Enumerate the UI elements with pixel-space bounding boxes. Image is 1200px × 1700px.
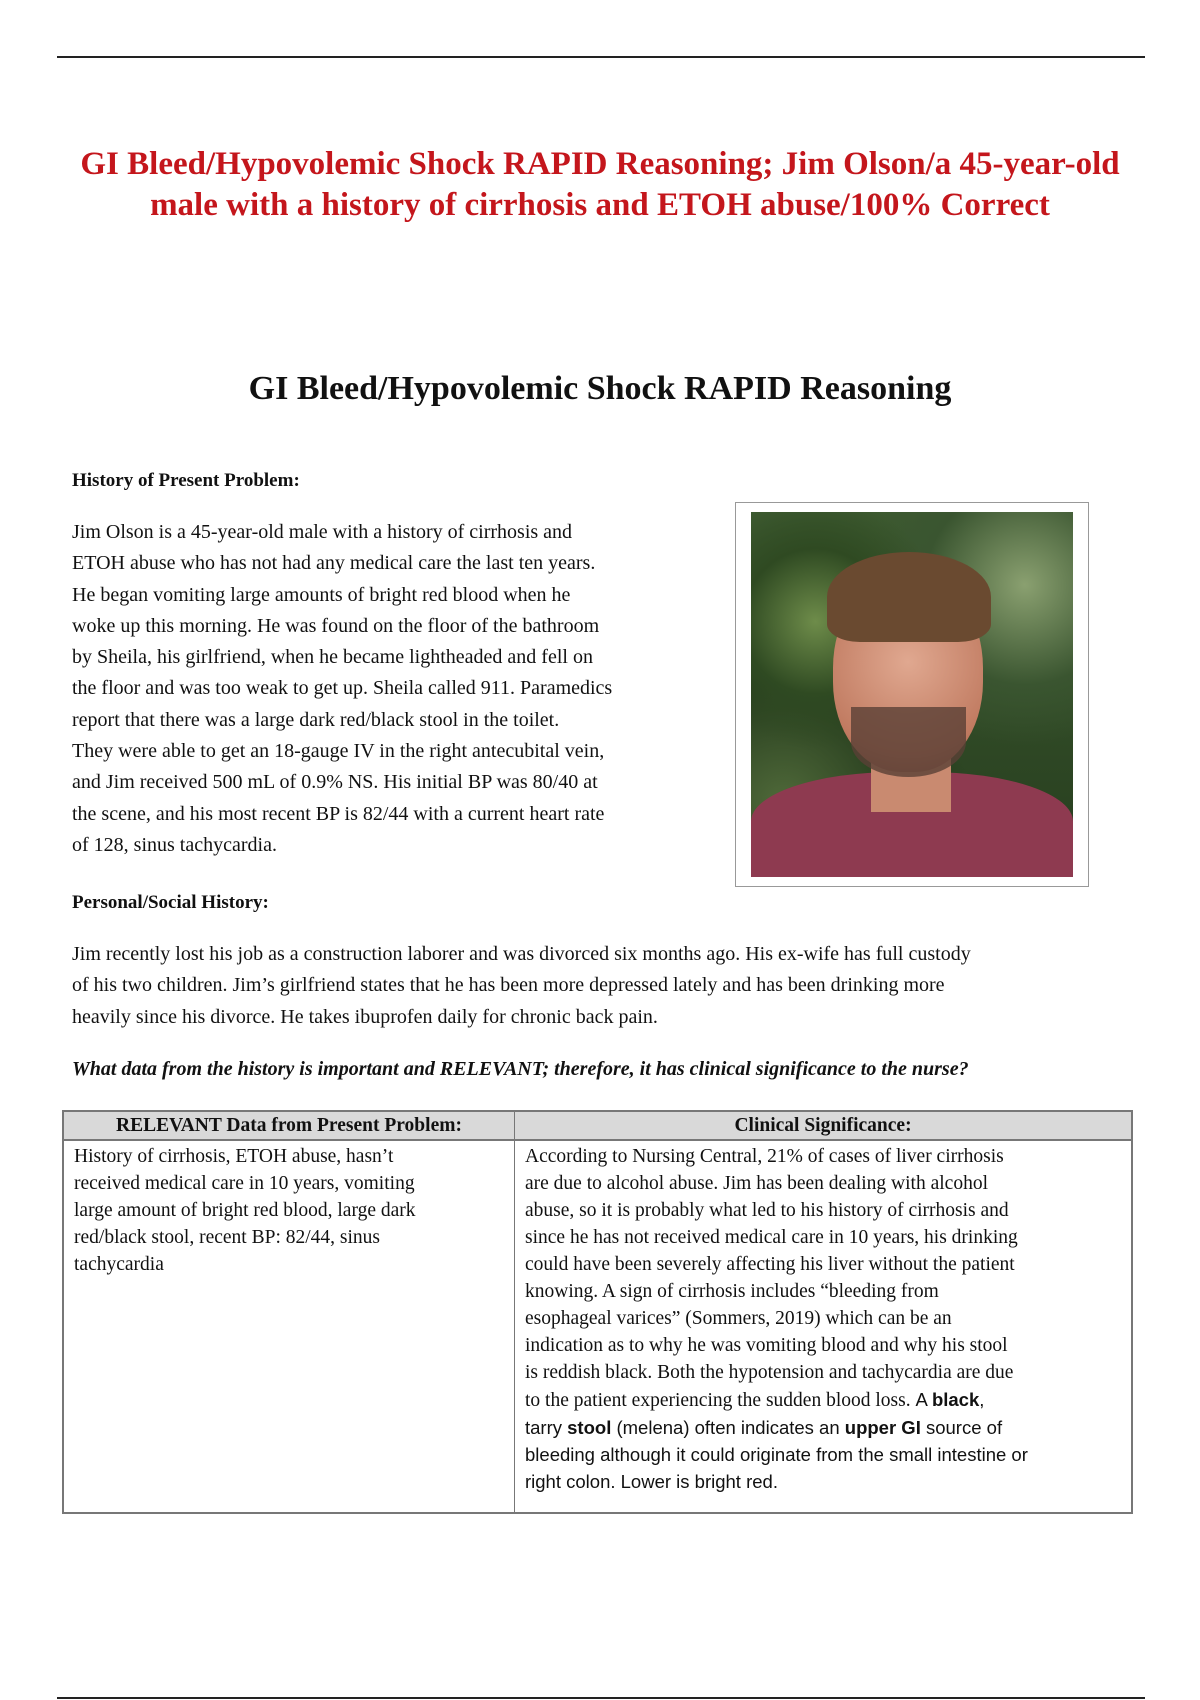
bottom-rule bbox=[57, 1697, 1145, 1699]
patient-photo-frame bbox=[735, 502, 1089, 887]
text-line: and Jim received 500 mL of 0.9% NS. His initial BP was 80/40 at bbox=[72, 771, 598, 794]
text-line: the floor and was too weak to get up. Sheila called 911. Paramedics bbox=[72, 677, 613, 700]
text-line: since he has not received medical care in 10 years, his drinking bbox=[525, 1227, 1018, 1248]
text-span: tarry bbox=[525, 1417, 568, 1438]
history-paragraph bbox=[72, 517, 612, 861]
text-line: heavily since his divorce. He takes ibuprofen daily for chronic back pain. bbox=[72, 1005, 658, 1028]
social-heading: Personal/Social History: bbox=[72, 892, 269, 913]
text-line: According to Nursing Central, 21% of cases of liver cirrhosis bbox=[525, 1146, 1004, 1167]
relevance-table bbox=[62, 1110, 1133, 1514]
text-line: ETOH abuse who has not had any medical care the last ten years. bbox=[72, 552, 596, 575]
column-header-relevant: RELEVANT Data from Present Problem: bbox=[63, 1111, 515, 1140]
section-title: GI Bleed/Hypovolemic Shock RAPID Reasoning bbox=[248, 370, 952, 407]
text-line: report that there was a large dark red/black stool in the toilet. bbox=[72, 708, 560, 731]
column-header-significance: Clinical Significance: bbox=[515, 1111, 1133, 1140]
text-line: Jim recently lost his job as a construction laborer and was divorced six months ago. His ex-wife has full custody bbox=[72, 943, 971, 965]
text-span: , bbox=[979, 1389, 985, 1410]
text-line: red/black stool, recent BP: 82/44, sinus bbox=[74, 1227, 381, 1248]
document-title: GI Bleed/Hypovolemic Shock RAPID Reasoning; Jim Olson/a 45-year-old male with a history of cirrhosis and ETOH abuse/100% Correct bbox=[80, 146, 1120, 223]
bold-text: upper GI bbox=[844, 1417, 921, 1438]
photo-hair bbox=[827, 552, 991, 642]
text-line: esophageal varices” (Sommers, 2019) which can be an bbox=[525, 1308, 952, 1329]
history-heading: History of Present Problem: bbox=[72, 470, 300, 491]
text-line: bleeding although it could originate from the small intestine or bbox=[525, 1444, 1028, 1465]
text-line: of 128, sinus tachycardia. bbox=[72, 833, 277, 856]
text-line: received medical care in 10 years, vomiting bbox=[74, 1173, 415, 1194]
text-line: the scene, and his most recent BP is 82/44 with a current heart rate bbox=[72, 802, 605, 825]
table-header-row bbox=[63, 1111, 1132, 1140]
photo-beard bbox=[851, 707, 966, 777]
text-line: by Sheila, his girlfriend, when he became lightheaded and fell on bbox=[72, 646, 593, 669]
text-line: is reddish black. Both the hypotension and tachycardia are due bbox=[525, 1362, 1014, 1383]
question-prompt: What data from the history is important and RELEVANT; therefore, it has clinical significance to the nurse? bbox=[72, 1058, 969, 1080]
text-span: (melena) often indicates an bbox=[611, 1417, 845, 1438]
text-line: abuse, so it is probably what led to his history of cirrhosis and bbox=[525, 1200, 1009, 1221]
text-span: to the patient experiencing the sudden blood loss. bbox=[525, 1390, 916, 1411]
social-paragraph bbox=[72, 939, 971, 1033]
text-span: A bbox=[915, 1389, 932, 1410]
text-line: Jim Olson is a 45-year-old male with a history of cirrhosis and bbox=[72, 521, 573, 543]
text-line bbox=[525, 1386, 1121, 1414]
text-line: could have been severely affecting his liver without the patient bbox=[525, 1254, 1015, 1275]
text-line: right colon. Lower is bright red. bbox=[525, 1471, 778, 1492]
text-line: indication as to why he was vomiting blood and why his stool bbox=[525, 1335, 1008, 1356]
text-span: source of bbox=[920, 1417, 1003, 1438]
text-line: They were able to get an 18-gauge IV in the right antecubital vein, bbox=[72, 740, 605, 763]
table-row bbox=[63, 1140, 1132, 1513]
bold-text: black bbox=[931, 1389, 980, 1410]
text-line: of his two children. Jim’s girlfriend states that he has been more depressed lately and has been drinking more bbox=[72, 974, 945, 997]
text-line: woke up this morning. He was found on the floor of the bathroom bbox=[72, 614, 600, 637]
text-line: knowing. A sign of cirrhosis includes “bleeding from bbox=[525, 1281, 939, 1302]
text-line bbox=[525, 1414, 1121, 1441]
bold-text: stool bbox=[567, 1417, 612, 1438]
text-line: History of cirrhosis, ETOH abuse, hasn’t bbox=[74, 1146, 394, 1167]
top-rule bbox=[57, 56, 1145, 58]
text-line: are due to alcohol abuse. Jim has been dealing with alcohol bbox=[525, 1173, 988, 1194]
patient-photo bbox=[751, 512, 1073, 877]
clinical-significance-cell bbox=[515, 1140, 1133, 1513]
relevant-data-cell bbox=[63, 1140, 515, 1513]
text-line: tachycardia bbox=[74, 1254, 164, 1275]
text-line: large amount of bright red blood, large dark bbox=[74, 1200, 416, 1221]
text-line: He began vomiting large amounts of bright red blood when he bbox=[72, 583, 571, 606]
